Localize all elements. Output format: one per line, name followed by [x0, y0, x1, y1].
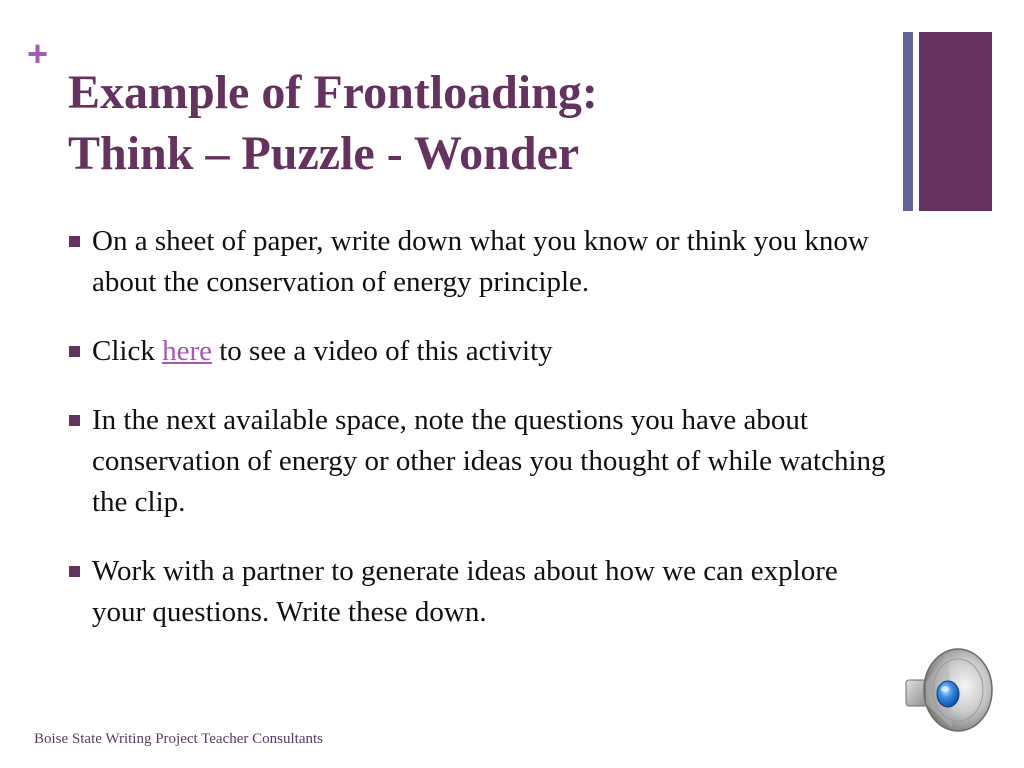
- slide-title-line-1: Example of Frontloading:: [68, 66, 598, 119]
- bullet-list: [68, 221, 898, 661]
- slide-footer: Boise State Writing Project Teacher Consultants: [34, 731, 323, 747]
- slide-title: [68, 62, 888, 184]
- video-link[interactable]: here: [162, 335, 212, 367]
- bullet-square-icon: [69, 236, 80, 247]
- decorative-bar-thick: [919, 32, 992, 211]
- bullet-square-icon: [69, 346, 80, 357]
- bullet-text-before-link: Click: [92, 335, 163, 367]
- slide-title-line-2: Think – Puzzle - Wonder: [68, 127, 580, 180]
- bullet-item: [68, 331, 898, 372]
- bullet-item: [68, 551, 898, 633]
- bullet-square-icon: [69, 415, 80, 426]
- decorative-bar-thin: [903, 32, 913, 211]
- bullet-item: [68, 400, 898, 523]
- bullet-text: On a sheet of paper, write down what you know or think you know about the conservation of energy principle.: [92, 225, 869, 298]
- bullet-text: Work with a partner to generate ideas about how we can explore your questions. Write these down.: [92, 555, 838, 628]
- speaker-icon[interactable]: [902, 644, 994, 736]
- bullet-text: In the next available space, note the questions you have about conservation of energy or other ideas you thought of while watching the clip.: [92, 404, 886, 518]
- bullet-square-icon: [69, 566, 80, 577]
- plus-icon: +: [27, 33, 49, 74]
- bullet-item: [68, 221, 898, 303]
- bullet-text-after-link: to see a video of this activity: [212, 335, 553, 367]
- speaker-icon-graphic: [902, 644, 994, 736]
